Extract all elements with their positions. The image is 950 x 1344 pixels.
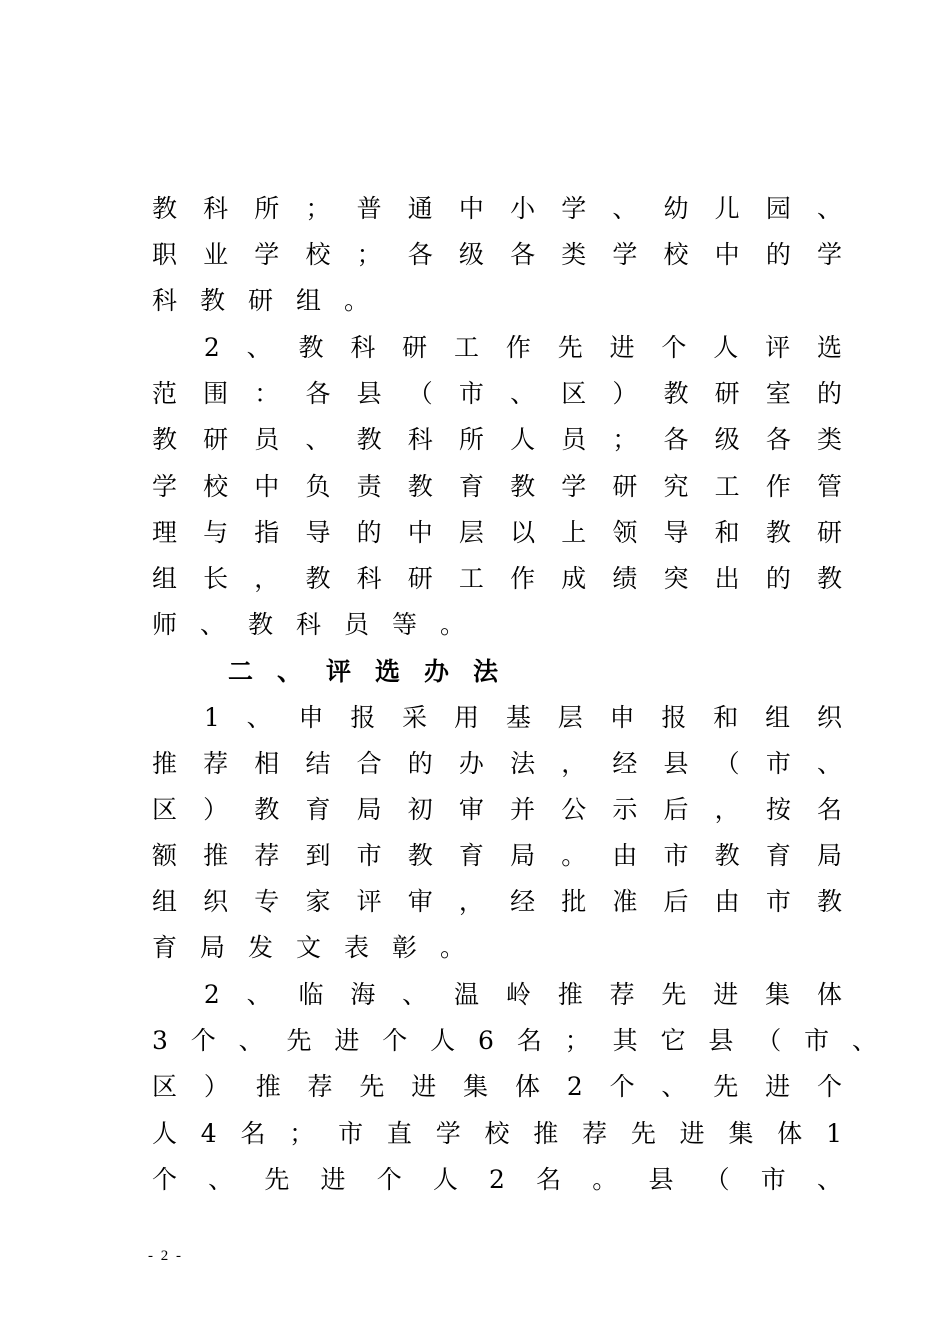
body-line-9: 组长，教科研工作成绩突出的教 <box>152 564 842 593</box>
body-line-21: 个、先进个人2名。县（市、 <box>152 1165 842 1194</box>
page-number: - 2 - <box>148 1248 183 1264</box>
body-line-18: 3个、先进个人6名；其它县（市、 <box>152 1026 877 1055</box>
body-line-8: 理与指导的中层以上领导和教研 <box>152 518 842 547</box>
body-line-15: 组织专家评审，经批准后由市教 <box>152 887 842 916</box>
body-line-17: 2、临海、温岭推荐先进集体 <box>152 980 842 1009</box>
body-line-13: 区）教育局初审并公示后，按名 <box>152 795 842 824</box>
body-line-12: 推荐相结合的办法，经县（市、 <box>152 749 842 778</box>
body-line-4: 2、教科研工作先进个人评选 <box>152 333 842 362</box>
body-line-19: 区）推荐先进集体2个、先进个 <box>152 1072 842 1101</box>
body-line-16: 育局发文表彰。 <box>152 933 489 962</box>
body-line-3: 科教研组。 <box>152 286 393 315</box>
body-line-1: 教科所；普通中小学、幼儿园、 <box>152 194 842 223</box>
body-line-2: 职业学校；各级各类学校中的学 <box>152 240 842 269</box>
body-line-20: 人4名；市直学校推荐先进集体1 <box>152 1119 842 1148</box>
section-heading: 二、评选办法 <box>228 657 523 686</box>
body-line-11: 1、申报采用基层申报和组织 <box>152 703 842 732</box>
body-line-5: 范围：各县（市、区）教研室的 <box>152 379 842 408</box>
body-line-10: 师、教科员等。 <box>152 610 489 639</box>
body-line-7: 学校中负责教育教学研究工作管 <box>152 472 842 501</box>
body-line-14: 额推荐到市教育局。由市教育局 <box>152 841 842 870</box>
body-line-6: 教研员、教科所人员；各级各类 <box>152 425 842 454</box>
